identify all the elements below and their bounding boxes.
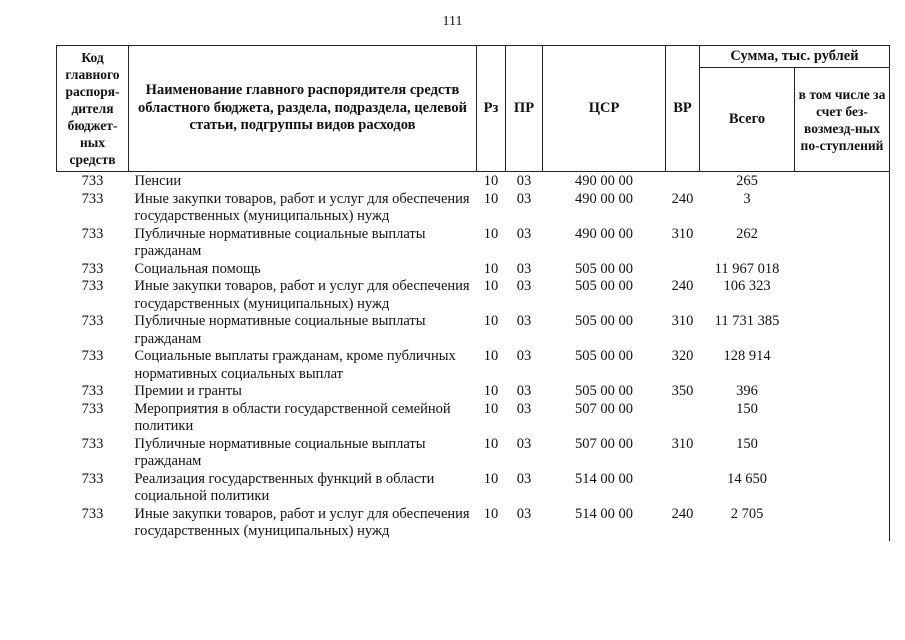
table-row xyxy=(57,261,890,279)
cell-total: 14 650 xyxy=(727,470,767,487)
table-row xyxy=(57,278,890,313)
cell-csr: 490 00 00 xyxy=(575,190,633,207)
cell-rz: 10 xyxy=(483,173,499,189)
cell-total: 396 xyxy=(736,383,758,399)
cell-pr: 03 xyxy=(516,348,532,364)
cell-pr: 03 xyxy=(516,505,532,522)
cell-rz: 10 xyxy=(483,260,499,277)
cell-rz: 10 xyxy=(483,278,499,294)
cell-name: Реализация государственных функций в области социальной политики xyxy=(134,470,435,504)
cell-csr: 505 00 00 xyxy=(575,260,633,277)
header-total: Всего xyxy=(700,68,795,172)
cell-name: Мероприятия в области государственной семейной политики xyxy=(134,400,451,434)
cell-csr: 507 00 00 xyxy=(575,435,633,452)
budget-table xyxy=(56,45,890,541)
cell-vr xyxy=(666,401,700,436)
cell-pr: 03 xyxy=(516,400,532,417)
cell-rz: 10 xyxy=(483,383,499,399)
cell-total: 106 323 xyxy=(723,278,771,294)
table-row xyxy=(57,401,890,436)
cell-total: 2 705 xyxy=(730,505,764,522)
cell-vr: 350 xyxy=(671,383,694,399)
cell-total: 150 xyxy=(736,435,758,452)
table-row xyxy=(57,226,890,261)
table-header xyxy=(57,46,890,172)
table-row xyxy=(57,172,890,191)
cell-total: 128 914 xyxy=(723,348,771,364)
cell-vr xyxy=(666,172,700,191)
table-row xyxy=(57,506,890,541)
cell-name: Иные закупки товаров, работ и услуг для обеспечения государственных (муниципальных) нужд xyxy=(134,505,470,539)
cell-code: 733 xyxy=(81,278,104,294)
header-vr: ВР xyxy=(666,46,700,172)
cell-code: 733 xyxy=(81,435,104,452)
cell-free-receipts xyxy=(795,471,890,506)
cell-free-receipts xyxy=(795,383,890,401)
cell-name: Публичные нормативные социальные выплаты гражданам xyxy=(134,225,426,259)
page-number: 111 xyxy=(442,14,463,29)
cell-csr: 490 00 00 xyxy=(575,173,633,189)
cell-total: 150 xyxy=(736,400,758,417)
cell-csr: 490 00 00 xyxy=(575,225,633,242)
cell-free-receipts xyxy=(795,348,890,383)
cell-name: Публичные нормативные социальные выплаты гражданам xyxy=(134,435,426,469)
cell-csr: 514 00 00 xyxy=(575,505,633,522)
table-row xyxy=(57,191,890,226)
cell-vr: 240 xyxy=(671,505,694,522)
cell-rz: 10 xyxy=(483,313,499,329)
table-row xyxy=(57,471,890,506)
cell-free-receipts xyxy=(795,401,890,436)
cell-free-receipts xyxy=(795,313,890,348)
cell-free-receipts xyxy=(795,191,890,226)
cell-pr: 03 xyxy=(516,435,532,452)
table-row xyxy=(57,348,890,383)
cell-name: Премии и гранты xyxy=(134,383,242,399)
cell-rz: 10 xyxy=(483,400,499,417)
cell-name: Иные закупки товаров, работ и услуг для обеспечения государственных (муниципальных) нужд xyxy=(134,190,470,224)
cell-vr xyxy=(666,471,700,506)
cell-pr: 03 xyxy=(516,225,532,242)
cell-pr: 03 xyxy=(516,313,532,329)
cell-csr: 505 00 00 xyxy=(575,313,633,329)
table-row xyxy=(57,383,890,401)
cell-pr: 03 xyxy=(516,278,532,294)
cell-code: 733 xyxy=(81,470,104,487)
table-body xyxy=(57,172,890,541)
cell-free-receipts xyxy=(795,172,890,191)
header-free-receipts: в том числе за счет без-возмезд-ных по-ступлений xyxy=(795,68,890,172)
header-sum: Сумма, тыс. рублей xyxy=(700,46,890,68)
cell-name: Иные закупки товаров, работ и услуг для обеспечения государственных (муниципальных) нужд xyxy=(134,278,470,312)
cell-code: 733 xyxy=(81,505,104,522)
cell-vr xyxy=(666,261,700,279)
header-csr: ЦСР xyxy=(543,46,666,172)
cell-total: 3 xyxy=(743,190,751,207)
cell-vr: 310 xyxy=(671,435,694,452)
cell-rz: 10 xyxy=(483,348,499,364)
cell-code: 733 xyxy=(81,383,104,399)
header-rz: Рз xyxy=(477,46,506,172)
header-code: Код главного распоря-дителя бюджет-ных средств xyxy=(57,46,129,172)
table-row xyxy=(57,313,890,348)
cell-code: 733 xyxy=(81,260,104,277)
header-name: Наименование главного распорядителя средств областного бюджета, раздела, подраздела, целевой статьи, подгруппы видов расходов xyxy=(129,46,477,172)
cell-free-receipts xyxy=(795,436,890,471)
cell-pr: 03 xyxy=(516,173,532,189)
cell-vr: 310 xyxy=(671,313,694,329)
cell-csr: 505 00 00 xyxy=(575,348,633,364)
cell-rz: 10 xyxy=(483,435,499,452)
cell-total: 11 967 018 xyxy=(714,260,780,277)
cell-free-receipts xyxy=(795,226,890,261)
cell-pr: 03 xyxy=(516,383,532,399)
cell-csr: 514 00 00 xyxy=(575,470,633,487)
cell-name: Социальная помощь xyxy=(134,260,261,277)
cell-code: 733 xyxy=(81,225,104,242)
cell-rz: 10 xyxy=(483,505,499,522)
cell-name: Социальные выплаты гражданам, кроме публичных нормативных социальных выплат xyxy=(134,348,456,382)
cell-csr: 505 00 00 xyxy=(575,383,633,399)
cell-total: 262 xyxy=(736,225,758,242)
cell-name: Пенсии xyxy=(134,173,182,189)
cell-code: 733 xyxy=(81,313,104,329)
table-row xyxy=(57,436,890,471)
cell-code: 733 xyxy=(81,173,104,189)
cell-free-receipts xyxy=(795,278,890,313)
cell-vr: 240 xyxy=(671,278,694,294)
cell-pr: 03 xyxy=(516,190,532,207)
cell-vr: 310 xyxy=(671,225,694,242)
cell-total: 11 731 385 xyxy=(714,313,780,329)
cell-total: 265 xyxy=(736,173,758,189)
cell-rz: 10 xyxy=(483,190,499,207)
cell-vr: 320 xyxy=(671,348,694,364)
cell-name: Публичные нормативные социальные выплаты гражданам xyxy=(134,313,426,347)
cell-free-receipts xyxy=(795,506,890,541)
cell-csr: 505 00 00 xyxy=(575,278,633,294)
cell-code: 733 xyxy=(81,348,104,364)
cell-pr: 03 xyxy=(516,260,532,277)
cell-csr: 507 00 00 xyxy=(575,400,633,417)
cell-rz: 10 xyxy=(483,470,499,487)
cell-pr: 03 xyxy=(516,470,532,487)
cell-vr: 240 xyxy=(671,190,694,207)
cell-free-receipts xyxy=(795,261,890,279)
cell-rz: 10 xyxy=(483,225,499,242)
cell-code: 733 xyxy=(81,400,104,417)
cell-code: 733 xyxy=(81,190,104,207)
header-pr: ПР xyxy=(506,46,543,172)
